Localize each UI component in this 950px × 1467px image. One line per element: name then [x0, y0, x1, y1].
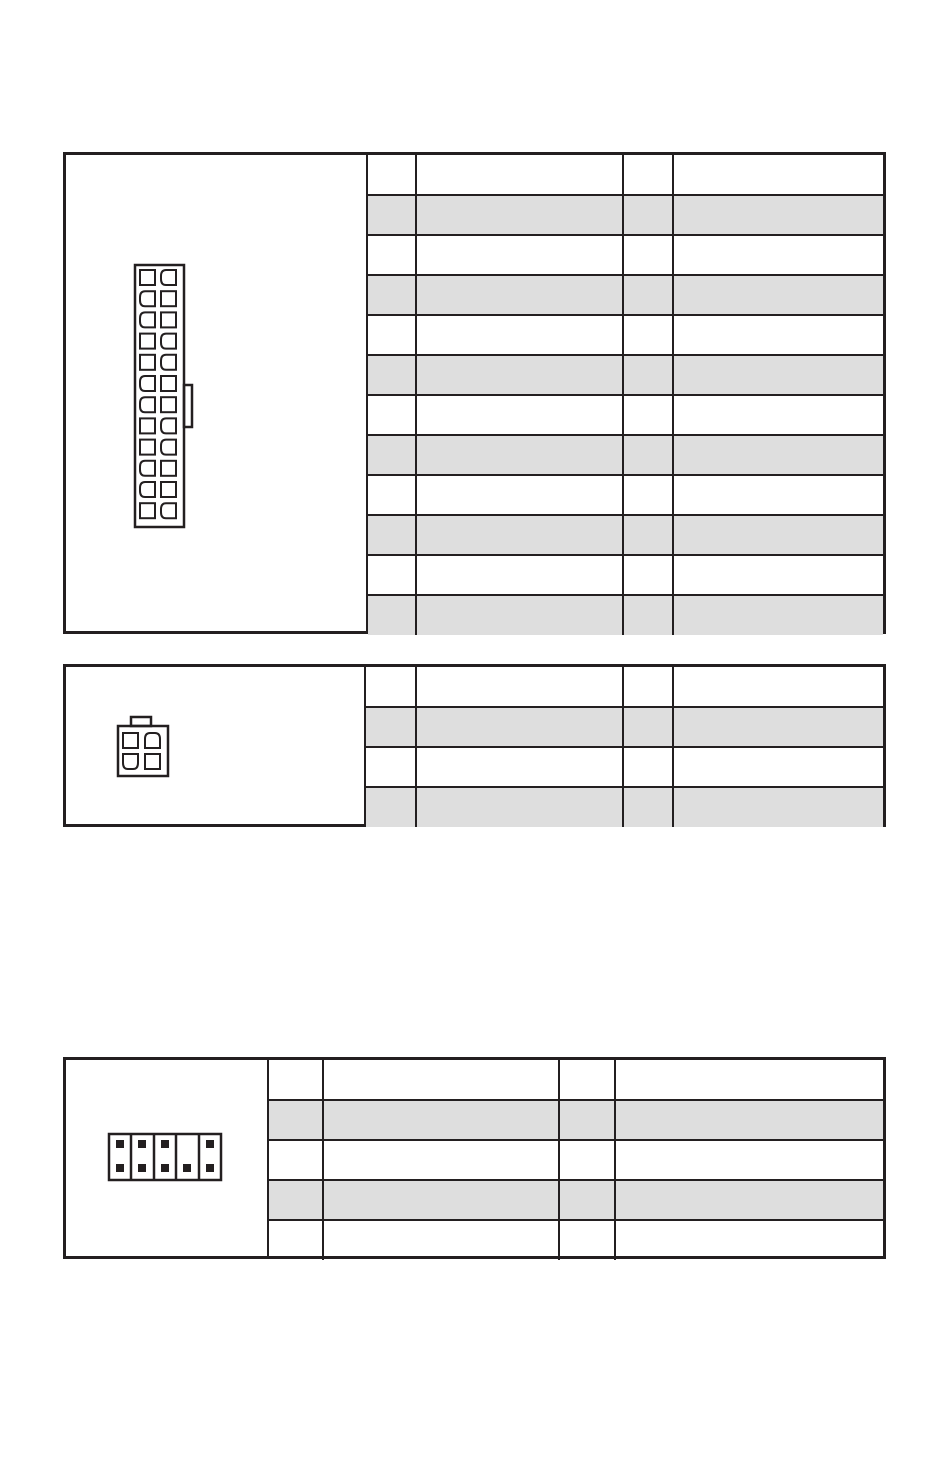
pin-b-cell: [559, 1100, 615, 1140]
signal-a-cell: [416, 667, 623, 707]
header-pin: [206, 1164, 214, 1172]
connector-pin: [140, 482, 155, 497]
signal-a-cell: [416, 155, 623, 195]
table-row: [269, 1220, 883, 1260]
table-row: [269, 1100, 883, 1140]
signal-a-cell: [416, 475, 623, 515]
connector-pin: [161, 291, 176, 306]
pin-b-cell: [623, 787, 673, 827]
pin-b-cell: [623, 515, 673, 555]
connector-pin: [140, 334, 155, 349]
connector-pin: [140, 312, 155, 327]
table-row: [368, 315, 883, 355]
pin-b-cell: [623, 475, 673, 515]
pin-header-icon: [107, 1132, 223, 1182]
signal-b-cell: [615, 1220, 883, 1260]
header-pin: [183, 1164, 191, 1172]
signal-b-cell: [673, 355, 883, 395]
signal-b-cell: [673, 195, 883, 235]
header-10pin-table: [269, 1060, 883, 1260]
pin-b-cell: [559, 1060, 615, 1100]
connector-pin: [140, 376, 155, 391]
pin-b-cell: [623, 235, 673, 275]
pin-a-cell: [368, 315, 416, 355]
table-row: [368, 235, 883, 275]
connector-pin: [140, 291, 155, 306]
table-row: [269, 1140, 883, 1180]
pin-b-cell: [623, 747, 673, 787]
pin-a-cell: [368, 195, 416, 235]
signal-b-cell: [673, 555, 883, 595]
connector-pin: [145, 733, 160, 748]
connector-pin: [140, 461, 155, 476]
connector-pin: [161, 482, 176, 497]
pin-a-cell: [368, 555, 416, 595]
table-row: [368, 595, 883, 635]
signal-b-cell: [673, 515, 883, 555]
connector-pin: [161, 461, 176, 476]
header-pin: [138, 1140, 146, 1148]
signal-a-cell: [416, 315, 623, 355]
table-row: [368, 555, 883, 595]
connector-pin: [161, 376, 176, 391]
table-row: [366, 707, 883, 747]
connector-pin: [140, 397, 155, 412]
pin-a-cell: [368, 275, 416, 315]
pin-b-cell: [623, 315, 673, 355]
connector-pin: [140, 270, 155, 285]
pin-a-cell: [368, 595, 416, 635]
signal-a-cell: [416, 195, 623, 235]
signal-a-cell: [416, 275, 623, 315]
signal-b-cell: [673, 707, 883, 747]
connector-pin: [123, 733, 138, 748]
table-row: [368, 475, 883, 515]
table-row: [368, 435, 883, 475]
pin-a-cell: [368, 155, 416, 195]
pin-a-cell: [368, 515, 416, 555]
table-row: [368, 395, 883, 435]
signal-b-cell: [615, 1180, 883, 1220]
signal-b-cell: [673, 747, 883, 787]
header-pin: [116, 1140, 124, 1148]
signal-b-cell: [673, 155, 883, 195]
connector-pin: [140, 355, 155, 370]
signal-b-cell: [673, 667, 883, 707]
signal-b-cell: [615, 1140, 883, 1180]
signal-b-cell: [673, 595, 883, 635]
connector-pin: [161, 440, 176, 455]
pin-a-cell: [269, 1060, 323, 1100]
table-row: [368, 515, 883, 555]
pin-b-cell: [623, 595, 673, 635]
signal-a-cell: [416, 747, 623, 787]
pin-a-cell: [366, 667, 416, 707]
signal-a-cell: [323, 1100, 559, 1140]
pin-b-cell: [623, 395, 673, 435]
pin-a-cell: [368, 395, 416, 435]
connector-pin: [161, 270, 176, 285]
signal-a-cell: [416, 787, 623, 827]
cpu-4pin-pinout-table: [63, 664, 886, 827]
connector-pin: [140, 503, 155, 518]
pin-b-cell: [559, 1140, 615, 1180]
pin-a-cell: [269, 1220, 323, 1260]
connector-pin: [123, 754, 138, 769]
pin-a-cell: [269, 1140, 323, 1180]
table-row: [366, 787, 883, 827]
table-row: [368, 355, 883, 395]
atx-24-pin-connector-icon: [133, 263, 195, 531]
signal-a-cell: [416, 355, 623, 395]
signal-a-cell: [323, 1140, 559, 1180]
pin-a-cell: [366, 787, 416, 827]
pin-b-cell: [623, 275, 673, 315]
signal-b-cell: [673, 787, 883, 827]
signal-b-cell: [673, 475, 883, 515]
atx-24pin-table: [368, 155, 883, 635]
signal-a-cell: [416, 235, 623, 275]
signal-a-cell: [416, 395, 623, 435]
connector-pin: [161, 312, 176, 327]
signal-a-cell: [323, 1220, 559, 1260]
signal-a-cell: [416, 435, 623, 475]
header-pin: [206, 1140, 214, 1148]
pin-a-cell: [368, 355, 416, 395]
signal-b-cell: [615, 1060, 883, 1100]
connector-pin: [161, 334, 176, 349]
header-pin: [138, 1164, 146, 1172]
table-row: [366, 747, 883, 787]
table-row: [368, 195, 883, 235]
pin-b-cell: [559, 1180, 615, 1220]
cpu-4-pin-connector-icon: [116, 715, 172, 779]
signal-b-cell: [673, 435, 883, 475]
signal-b-cell: [673, 275, 883, 315]
pin-b-cell: [623, 155, 673, 195]
pin-b-cell: [623, 707, 673, 747]
pin-a-cell: [368, 475, 416, 515]
signal-a-cell: [323, 1180, 559, 1220]
header-10pin-pinout-table: [63, 1057, 886, 1259]
header-10pin-diagram-cell: [66, 1060, 269, 1256]
signal-a-cell: [416, 707, 623, 747]
signal-b-cell: [615, 1100, 883, 1140]
signal-a-cell: [416, 555, 623, 595]
header-pin: [116, 1164, 124, 1172]
signal-a-cell: [323, 1060, 559, 1100]
signal-b-cell: [673, 395, 883, 435]
connector-pin: [161, 397, 176, 412]
connector-pin: [161, 503, 176, 518]
table-row: [269, 1060, 883, 1100]
pin-a-cell: [269, 1180, 323, 1220]
header-pin: [161, 1164, 169, 1172]
table-row: [366, 667, 883, 707]
pin-a-cell: [366, 747, 416, 787]
pin-b-cell: [623, 355, 673, 395]
connector-pin: [140, 418, 155, 433]
pin-b-cell: [623, 667, 673, 707]
pin-b-cell: [623, 435, 673, 475]
pin-a-cell: [366, 707, 416, 747]
atx-24pin-diagram-cell: [66, 155, 368, 631]
cpu-4pin-table: [366, 667, 883, 827]
table-row: [368, 275, 883, 315]
header-pin: [161, 1140, 169, 1148]
connector-pin: [140, 440, 155, 455]
connector-pin: [145, 754, 160, 769]
pin-b-cell: [559, 1220, 615, 1260]
connector-pin: [161, 418, 176, 433]
signal-a-cell: [416, 515, 623, 555]
signal-b-cell: [673, 315, 883, 355]
pin-b-cell: [623, 195, 673, 235]
signal-b-cell: [673, 235, 883, 275]
atx-24pin-pinout-table: [63, 152, 886, 634]
table-row: [368, 155, 883, 195]
pin-a-cell: [368, 435, 416, 475]
connector-pin: [161, 355, 176, 370]
pin-b-cell: [623, 555, 673, 595]
table-row: [269, 1180, 883, 1220]
signal-a-cell: [416, 595, 623, 635]
pin-a-cell: [269, 1100, 323, 1140]
cpu-4pin-diagram-cell: [66, 667, 366, 824]
pin-a-cell: [368, 235, 416, 275]
